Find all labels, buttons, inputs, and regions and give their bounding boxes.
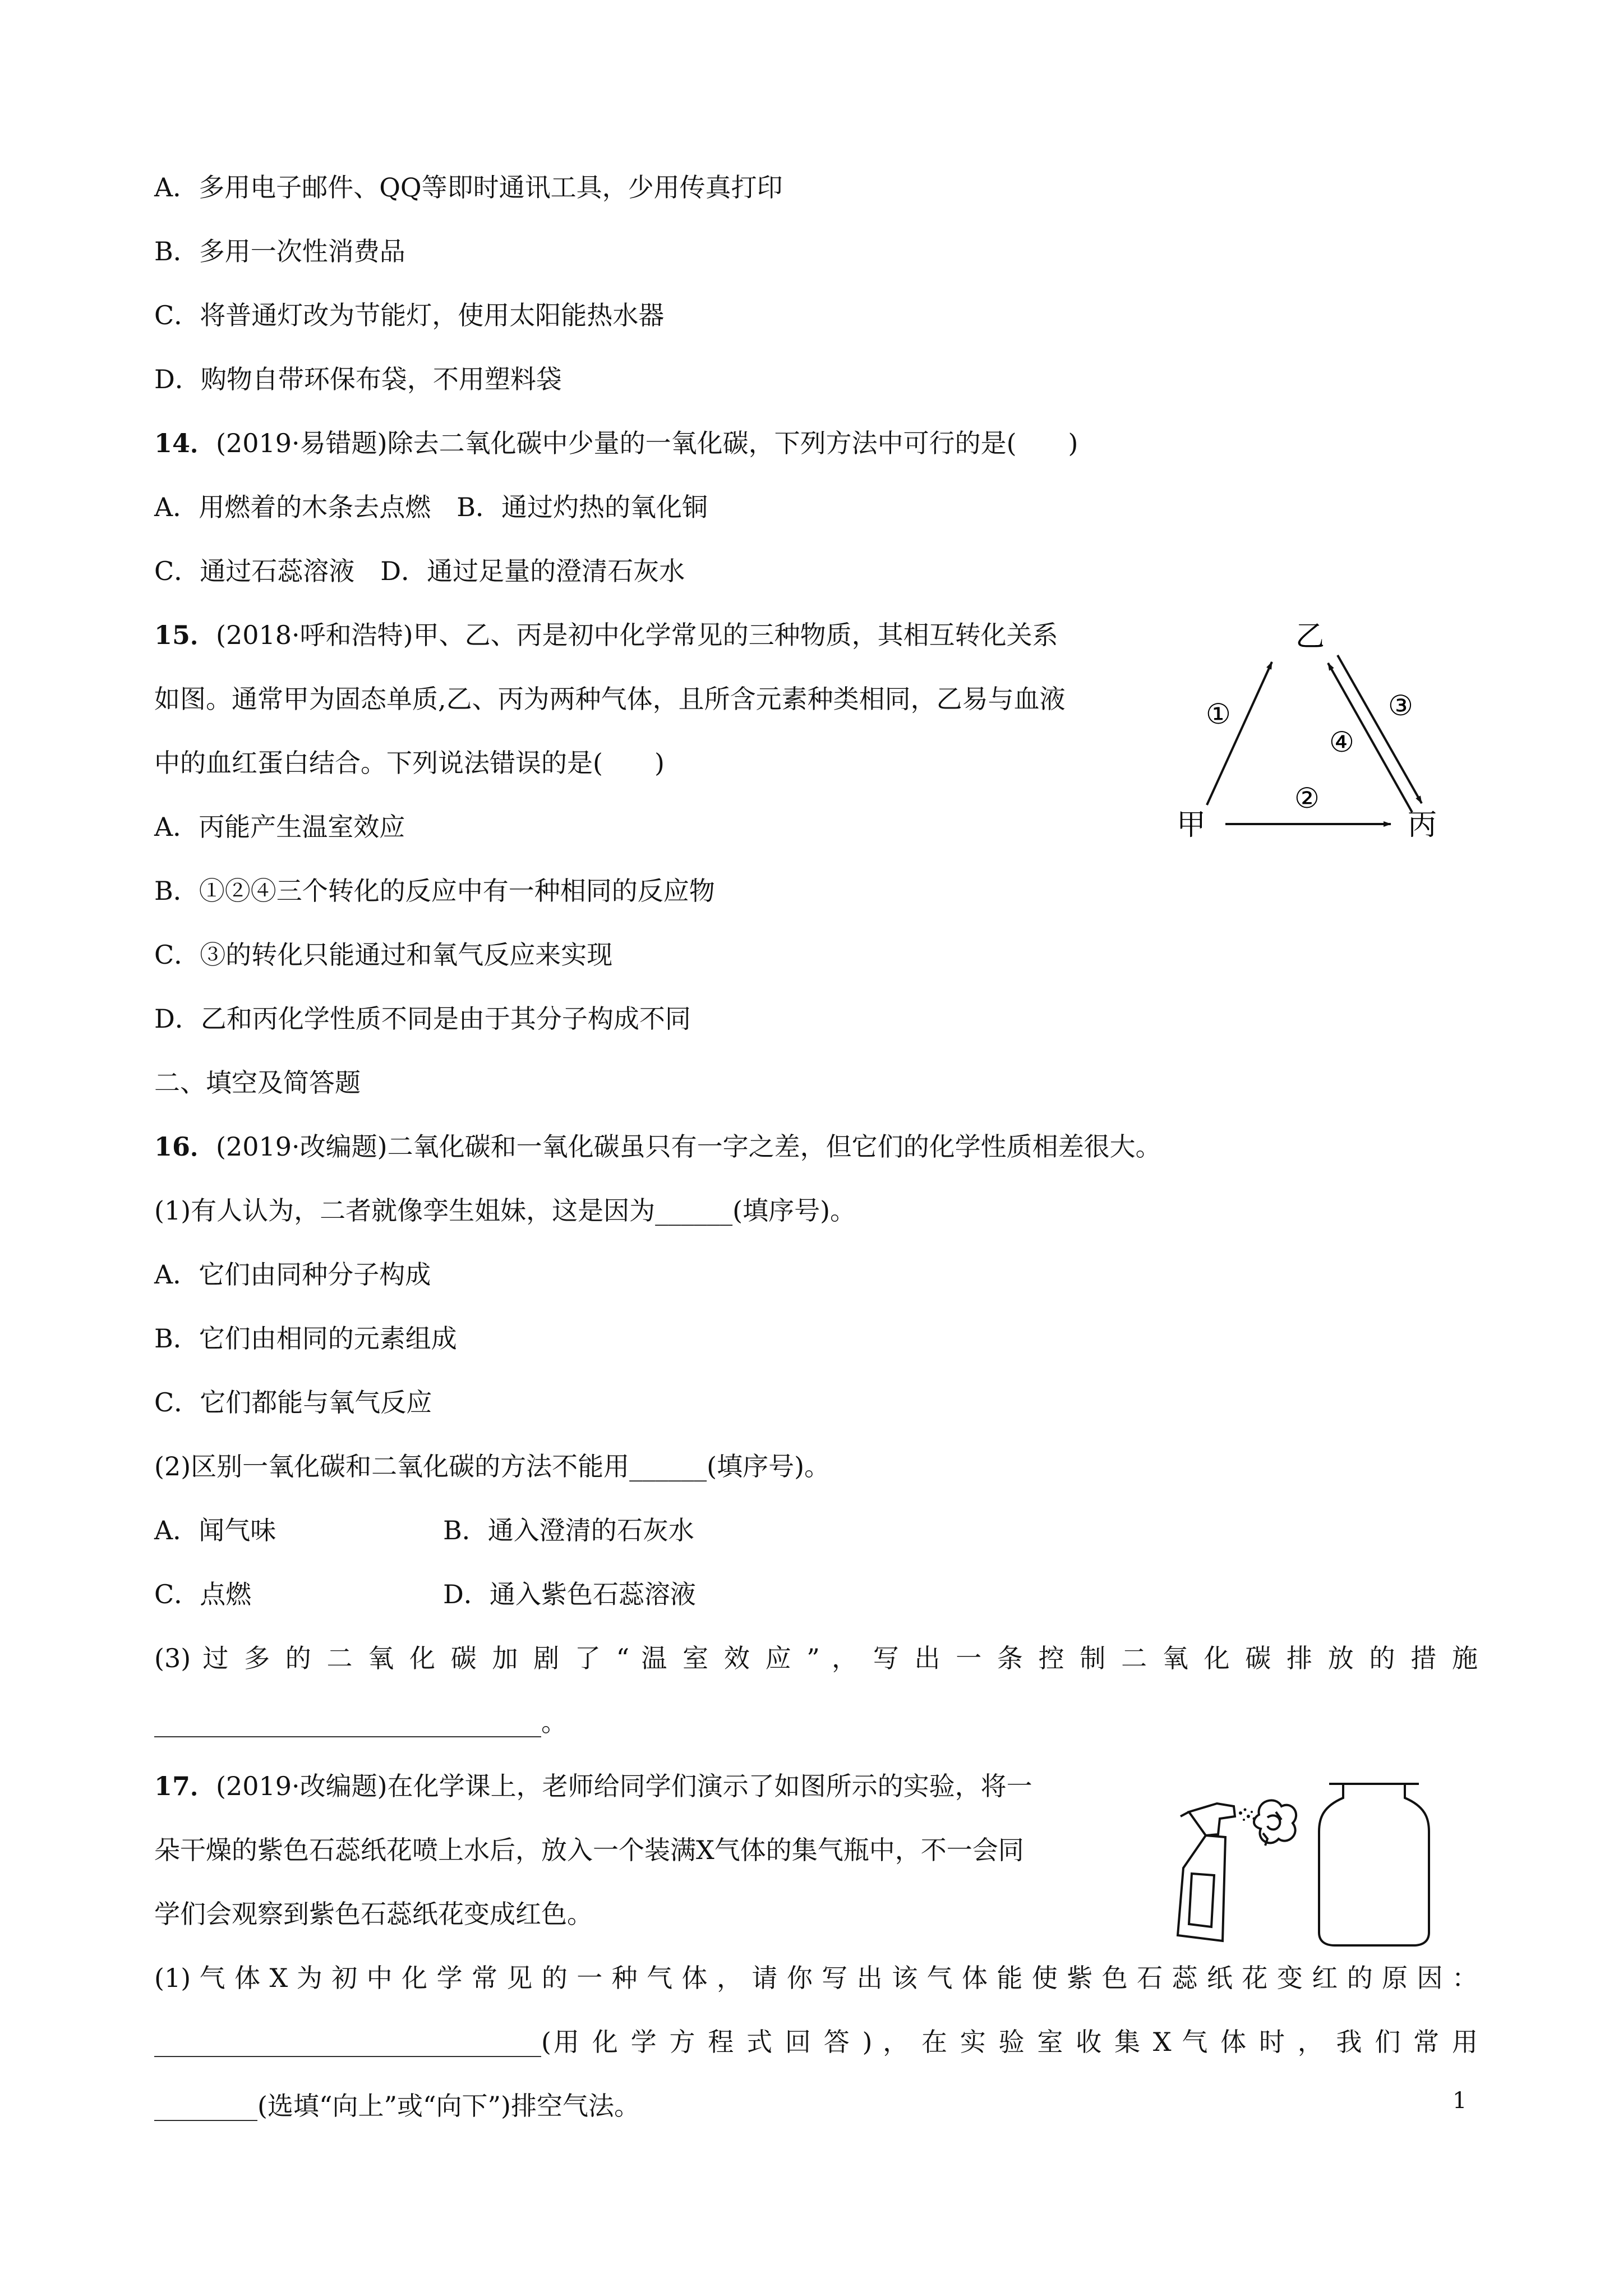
q16-part-3-line-1: (3) 过 多 的 二 氧 化 碳 加 剧 了 “ 温 室 效 应 ” ， 写 出 一 条 控 制 二 氧 化 碳 排 放 的 措 施 (154, 1643, 1478, 1673)
q13-option-c: C．将普通灯改为节能灯，使用太阳能热水器 (154, 300, 665, 330)
q15-option-c: C．③的转化只能通过和氧气反应来实现 (154, 940, 613, 970)
q15-stem-line-3: 中的血红蛋白结合。下列说法错误的是( ) (154, 748, 665, 778)
q15-stem-line-1 (154, 618, 1058, 652)
arrow-1 (1207, 662, 1272, 805)
node-bing: 丙 (1408, 808, 1437, 842)
paper-flower-icon (1254, 1800, 1296, 1846)
q15-option-a: A．丙能产生温室效应 (154, 812, 405, 842)
q15-option-d: D．乙和丙化学性质不同是由于其分子构成不同 (154, 1004, 691, 1034)
label-4: ④ (1329, 726, 1354, 758)
q16-p2-option-d: D．通入紫色石蕊溶液 (443, 1579, 696, 1609)
gas-collecting-bottle-icon (1319, 1784, 1429, 1945)
q16-stem-line (154, 1130, 1161, 1163)
q14-number: 14． (154, 428, 216, 458)
q14-options-row-1: A．用燃着的木条去点燃 B．通过灼热的氧化铜 (154, 492, 708, 522)
q13-option-a: A．多用电子邮件、QQ等即时通讯工具，少用传真打印 (154, 172, 783, 203)
q17-number: 17． (154, 1771, 216, 1801)
q17-part-1-line-1: (1) 气 体 X 为 初 中 化 学 常 见 的 一 种 气 体 ， 请 你 写 出 该 气 体 能 使 紫 色 石 蕊 纸 花 变 红 的 原 因 ： (154, 1963, 1478, 1993)
q17-stem-line-1 (154, 1769, 1032, 1803)
q14-options-row-2: C．通过石蕊溶液 D．通过足量的澄清石灰水 (154, 556, 685, 586)
q16-part-3-line-2: ______________________________。 (154, 1707, 567, 1737)
q14-stem-line (154, 426, 1078, 460)
q16-number: 16． (154, 1131, 216, 1162)
q17-part-1-line-3: ________(选填“向上”或“向下”)排空气法。 (154, 2091, 640, 2121)
q17-stem-line-3: 学们会观察到紫色石蕊纸花变成红色。 (154, 1899, 593, 1929)
q16-p2-option-b: B．通入澄清的石灰水 (443, 1515, 694, 1545)
q15-stem-line-2: 如图。通常甲为固态单质,乙、丙为两种气体，且所含元素种类相同，乙易与血液 (154, 684, 1066, 714)
q16-p1-option-a: A．它们由同种分子构成 (154, 1259, 431, 1290)
q16-part-1: (1)有人认为，二者就像孪生姐妹，这是因为______(填序号)。 (154, 1195, 856, 1226)
q17-experiment-illustration (1166, 1773, 1436, 1952)
q16-p1-option-b: B．它们由相同的元素组成 (154, 1323, 457, 1354)
node-yi: 乙 (1295, 620, 1325, 654)
spray-bottle-icon (1178, 1803, 1235, 1941)
q17-stem-text-1: (2019·改编题)在化学课上，老师给同学们演示了如图所示的实验，将一 (216, 1771, 1032, 1801)
q13-option-d: D．购物自带环保布袋，不用塑料袋 (154, 364, 562, 394)
page-number: 1 (1453, 2088, 1467, 2114)
q15-number: 15． (154, 620, 216, 650)
label-1: ① (1206, 698, 1231, 730)
q16-part-2: (2)区别一氧化碳和二氧化碳的方法不能用______(填序号)。 (154, 1451, 831, 1481)
q17-part-1-line-2: ______________________________(用 化 学 方 程 式 回 答 ) ， 在 实 验 室 收 集 X 气 体 时 ， 我 们 常 用 (154, 2027, 1478, 2057)
q15-option-b: B．①②④三个转化的反应中有一种相同的反应物 (154, 876, 715, 906)
q16-stem: (2019·改编题)二氧化碳和一氧化碳虽只有一字之差，但它们的化学性质相差很大。 (216, 1131, 1161, 1162)
mist-dots (1239, 1809, 1256, 1821)
section-heading: 二、填空及简答题 (154, 1068, 361, 1098)
label-3: ③ (1388, 689, 1413, 722)
q16-p2-option-c: C．点燃 (154, 1579, 252, 1609)
q16-p2-option-a: A．闻气味 (154, 1515, 276, 1545)
q14-stem: (2019·易错题)除去二氧化碳中少量的一氧化碳，下列方法中可行的是( ) (216, 428, 1078, 458)
q17-stem-line-2: 朵干燥的紫色石蕊纸花喷上水后，放入一个装满X气体的集气瓶中，不一会同 (154, 1835, 1024, 1865)
q15-stem-text-1: (2018·呼和浩特)甲、乙、丙是初中化学常见的三种物质，其相互转化关系 (216, 620, 1058, 650)
q16-p1-option-c: C．它们都能与氧气反应 (154, 1387, 432, 1418)
q13-option-b: B．多用一次性消费品 (154, 236, 405, 266)
node-jia: 甲 (1177, 808, 1206, 842)
label-2: ② (1294, 782, 1320, 815)
q15-conversion-diagram (1166, 611, 1481, 858)
